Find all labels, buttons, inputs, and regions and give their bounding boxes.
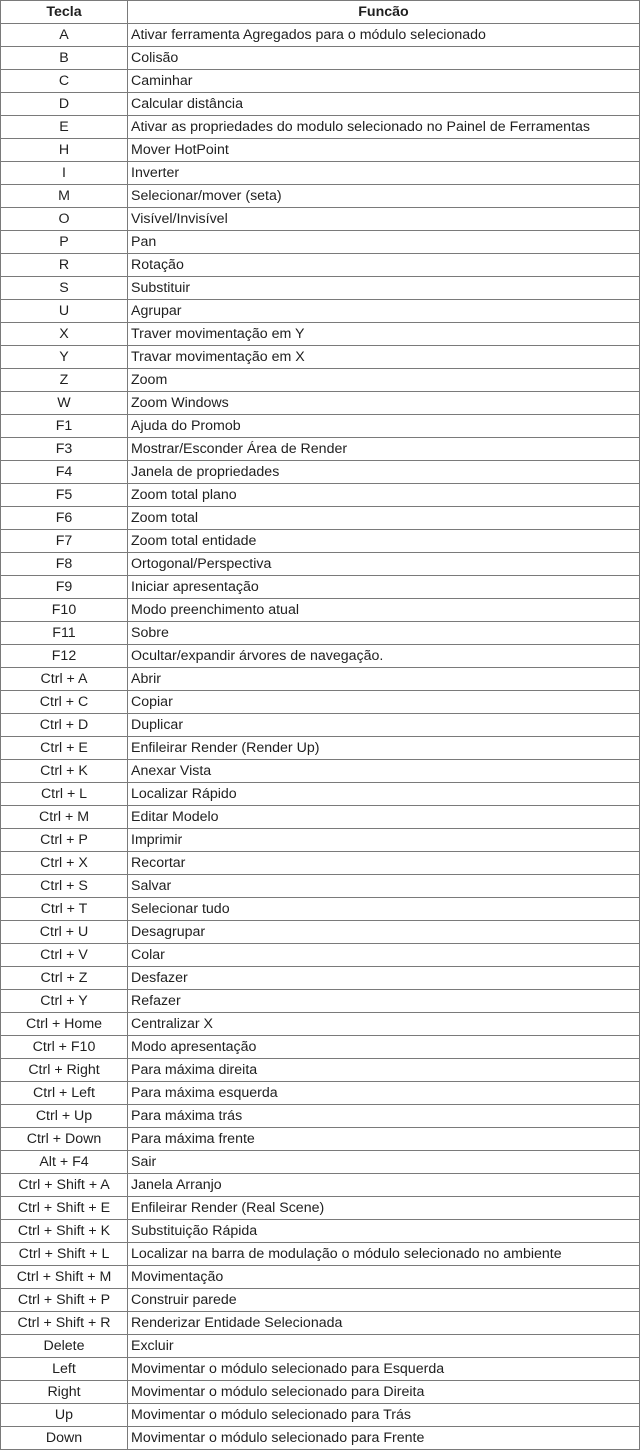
table-row [1,1151,640,1174]
shortcut-function: Zoom [128,369,640,392]
shortcut-key: U [1,300,128,323]
table-row [1,576,640,599]
table-row [1,507,640,530]
table-row [1,1036,640,1059]
shortcut-function: Iniciar apresentação [128,576,640,599]
shortcut-key: C [1,70,128,93]
shortcut-key: Ctrl + Home [1,1013,128,1036]
shortcut-key: Ctrl + E [1,737,128,760]
shortcut-key: Ctrl + K [1,760,128,783]
shortcut-key: Ctrl + Shift + R [1,1312,128,1335]
table-row [1,484,640,507]
shortcut-function: Zoom total entidade [128,530,640,553]
shortcut-key: F11 [1,622,128,645]
table-row [1,346,640,369]
table-header-row [1,1,640,24]
shortcut-function: Movimentar o módulo selecionado para Esquerda [128,1358,640,1381]
table-row [1,921,640,944]
shortcut-key: Z [1,369,128,392]
shortcut-function: Editar Modelo [128,806,640,829]
shortcut-function: Ortogonal/Perspectiva [128,553,640,576]
shortcut-function: Abrir [128,668,640,691]
shortcut-key: Ctrl + V [1,944,128,967]
shortcut-key: F3 [1,438,128,461]
shortcut-key: Ctrl + D [1,714,128,737]
shortcut-function: Pan [128,231,640,254]
shortcut-function: Ativar as propriedades do modulo selecionado no Painel de Ferramentas [128,116,640,139]
shortcut-function: Rotação [128,254,640,277]
table-row [1,162,640,185]
shortcut-function: Selecionar tudo [128,898,640,921]
table-row [1,47,640,70]
shortcut-function: Desagrupar [128,921,640,944]
shortcut-function: Localizar Rápido [128,783,640,806]
shortcut-function: Substituir [128,277,640,300]
shortcut-function: Mover HotPoint [128,139,640,162]
shortcut-function: Janela de propriedades [128,461,640,484]
shortcut-function: Travar movimentação em X [128,346,640,369]
shortcut-key: R [1,254,128,277]
shortcut-key: Ctrl + Shift + E [1,1197,128,1220]
shortcut-key: Ctrl + Right [1,1059,128,1082]
shortcut-function: Caminhar [128,70,640,93]
shortcut-function: Zoom total plano [128,484,640,507]
table-row [1,1312,640,1335]
shortcut-key: Ctrl + P [1,829,128,852]
table-row [1,1358,640,1381]
table-row [1,852,640,875]
shortcut-function: Colisão [128,47,640,70]
table-row [1,944,640,967]
shortcut-key: Ctrl + L [1,783,128,806]
table-row [1,806,640,829]
shortcut-function: Anexar Vista [128,760,640,783]
header-key: Tecla [1,1,128,24]
table-row [1,898,640,921]
shortcut-key: Ctrl + Shift + A [1,1174,128,1197]
shortcut-key: D [1,93,128,116]
table-row [1,1220,640,1243]
table-row [1,760,640,783]
shortcut-key: Down [1,1427,128,1450]
shortcut-key: F6 [1,507,128,530]
table-row [1,438,640,461]
shortcut-key: Ctrl + M [1,806,128,829]
shortcut-function: Sair [128,1151,640,1174]
shortcut-key: Delete [1,1335,128,1358]
table-row [1,1243,640,1266]
shortcut-key: E [1,116,128,139]
table-row [1,875,640,898]
shortcut-key: Left [1,1358,128,1381]
table-row [1,1174,640,1197]
table-row [1,553,640,576]
shortcut-function: Calcular distância [128,93,640,116]
shortcut-key: Up [1,1404,128,1427]
table-body [1,24,640,1450]
shortcut-function: Colar [128,944,640,967]
table-row [1,139,640,162]
header-function: Funcão [128,1,640,24]
shortcut-key: Ctrl + Y [1,990,128,1013]
table-row [1,1404,640,1427]
shortcut-function: Janela Arranjo [128,1174,640,1197]
shortcut-function: Imprimir [128,829,640,852]
shortcut-key: M [1,185,128,208]
shortcut-key: F4 [1,461,128,484]
shortcut-function: Localizar na barra de modulação o módulo selecionado no ambiente [128,1243,640,1266]
shortcut-key: Ctrl + Z [1,967,128,990]
shortcut-key: A [1,24,128,47]
shortcut-key: Ctrl + Shift + M [1,1266,128,1289]
shortcut-function: Zoom Windows [128,392,640,415]
table-row [1,24,640,47]
shortcut-function: Enfileirar Render (Render Up) [128,737,640,760]
shortcut-function: Sobre [128,622,640,645]
shortcut-key: Ctrl + F10 [1,1036,128,1059]
shortcut-key: F9 [1,576,128,599]
shortcut-key: I [1,162,128,185]
shortcut-function: Modo preenchimento atual [128,599,640,622]
table-row [1,323,640,346]
table-row [1,231,640,254]
shortcut-function: Para máxima direita [128,1059,640,1082]
shortcut-function: Salvar [128,875,640,898]
table-row [1,783,640,806]
shortcut-key: B [1,47,128,70]
shortcut-key: Ctrl + S [1,875,128,898]
shortcut-key: Ctrl + X [1,852,128,875]
shortcut-key: W [1,392,128,415]
shortcut-function: Movimentar o módulo selecionado para Trás [128,1404,640,1427]
table-row [1,1266,640,1289]
shortcut-function: Traver movimentação em Y [128,323,640,346]
table-row [1,829,640,852]
table-row [1,208,640,231]
shortcut-function: Movimentar o módulo selecionado para Frente [128,1427,640,1450]
shortcut-function: Modo apresentação [128,1036,640,1059]
table-row [1,116,640,139]
shortcut-key: P [1,231,128,254]
shortcut-key: F7 [1,530,128,553]
shortcut-key: Ctrl + Shift + L [1,1243,128,1266]
shortcut-key: F5 [1,484,128,507]
shortcut-key: F1 [1,415,128,438]
shortcut-function: Para máxima esquerda [128,1082,640,1105]
table-row [1,1128,640,1151]
table-row [1,737,640,760]
shortcut-function: Para máxima trás [128,1105,640,1128]
table-row [1,645,640,668]
shortcut-key: Ctrl + Left [1,1082,128,1105]
table-row [1,1335,640,1358]
shortcut-function: Ativar ferramenta Agregados para o módulo selecionado [128,24,640,47]
table-row [1,300,640,323]
shortcut-function: Visível/Invisível [128,208,640,231]
shortcut-function: Selecionar/mover (seta) [128,185,640,208]
shortcut-key: Ctrl + Shift + P [1,1289,128,1312]
shortcut-function: Renderizar Entidade Selecionada [128,1312,640,1335]
shortcut-function: Centralizar X [128,1013,640,1036]
shortcut-function: Duplicar [128,714,640,737]
table-row [1,990,640,1013]
shortcut-function: Ajuda do Promob [128,415,640,438]
shortcut-key: Ctrl + C [1,691,128,714]
shortcut-key: Ctrl + U [1,921,128,944]
table-row [1,530,640,553]
shortcut-function: Zoom total [128,507,640,530]
shortcut-key: Ctrl + Down [1,1128,128,1151]
table-row [1,1105,640,1128]
shortcut-function: Excluir [128,1335,640,1358]
table-row [1,691,640,714]
table-row [1,415,640,438]
table-row [1,1197,640,1220]
table-row [1,254,640,277]
shortcut-key: O [1,208,128,231]
table-row [1,369,640,392]
shortcut-function: Movimentar o módulo selecionado para Direita [128,1381,640,1404]
shortcut-key: Ctrl + T [1,898,128,921]
shortcut-key: F10 [1,599,128,622]
table-row [1,461,640,484]
shortcut-function: Ocultar/expandir árvores de navegação. [128,645,640,668]
shortcut-key: Ctrl + Up [1,1105,128,1128]
table-row [1,277,640,300]
shortcut-function: Agrupar [128,300,640,323]
shortcut-key: Right [1,1381,128,1404]
shortcut-key: F12 [1,645,128,668]
shortcut-key: S [1,277,128,300]
shortcut-function: Construir parede [128,1289,640,1312]
shortcut-key: Ctrl + Shift + K [1,1220,128,1243]
shortcut-function: Copiar [128,691,640,714]
shortcut-function: Refazer [128,990,640,1013]
shortcut-function: Recortar [128,852,640,875]
table-row [1,1289,640,1312]
shortcut-key: F8 [1,553,128,576]
shortcut-function: Para máxima frente [128,1128,640,1151]
shortcut-key: Alt + F4 [1,1151,128,1174]
table-row [1,714,640,737]
table-row [1,599,640,622]
table-row [1,70,640,93]
table-row [1,93,640,116]
shortcut-function: Enfileirar Render (Real Scene) [128,1197,640,1220]
table-row [1,392,640,415]
shortcut-key: X [1,323,128,346]
shortcut-key: Ctrl + A [1,668,128,691]
shortcut-function: Inverter [128,162,640,185]
table-row [1,185,640,208]
shortcut-function: Mostrar/Esconder Área de Render [128,438,640,461]
table-row [1,1059,640,1082]
shortcut-function: Movimentação [128,1266,640,1289]
table-row [1,1381,640,1404]
shortcut-function: Substituição Rápida [128,1220,640,1243]
table-row [1,668,640,691]
table-row [1,1427,640,1450]
shortcut-function: Desfazer [128,967,640,990]
shortcut-key: H [1,139,128,162]
table-row [1,1013,640,1036]
table-row [1,1082,640,1105]
table-row [1,967,640,990]
table-row [1,622,640,645]
shortcut-key: Y [1,346,128,369]
